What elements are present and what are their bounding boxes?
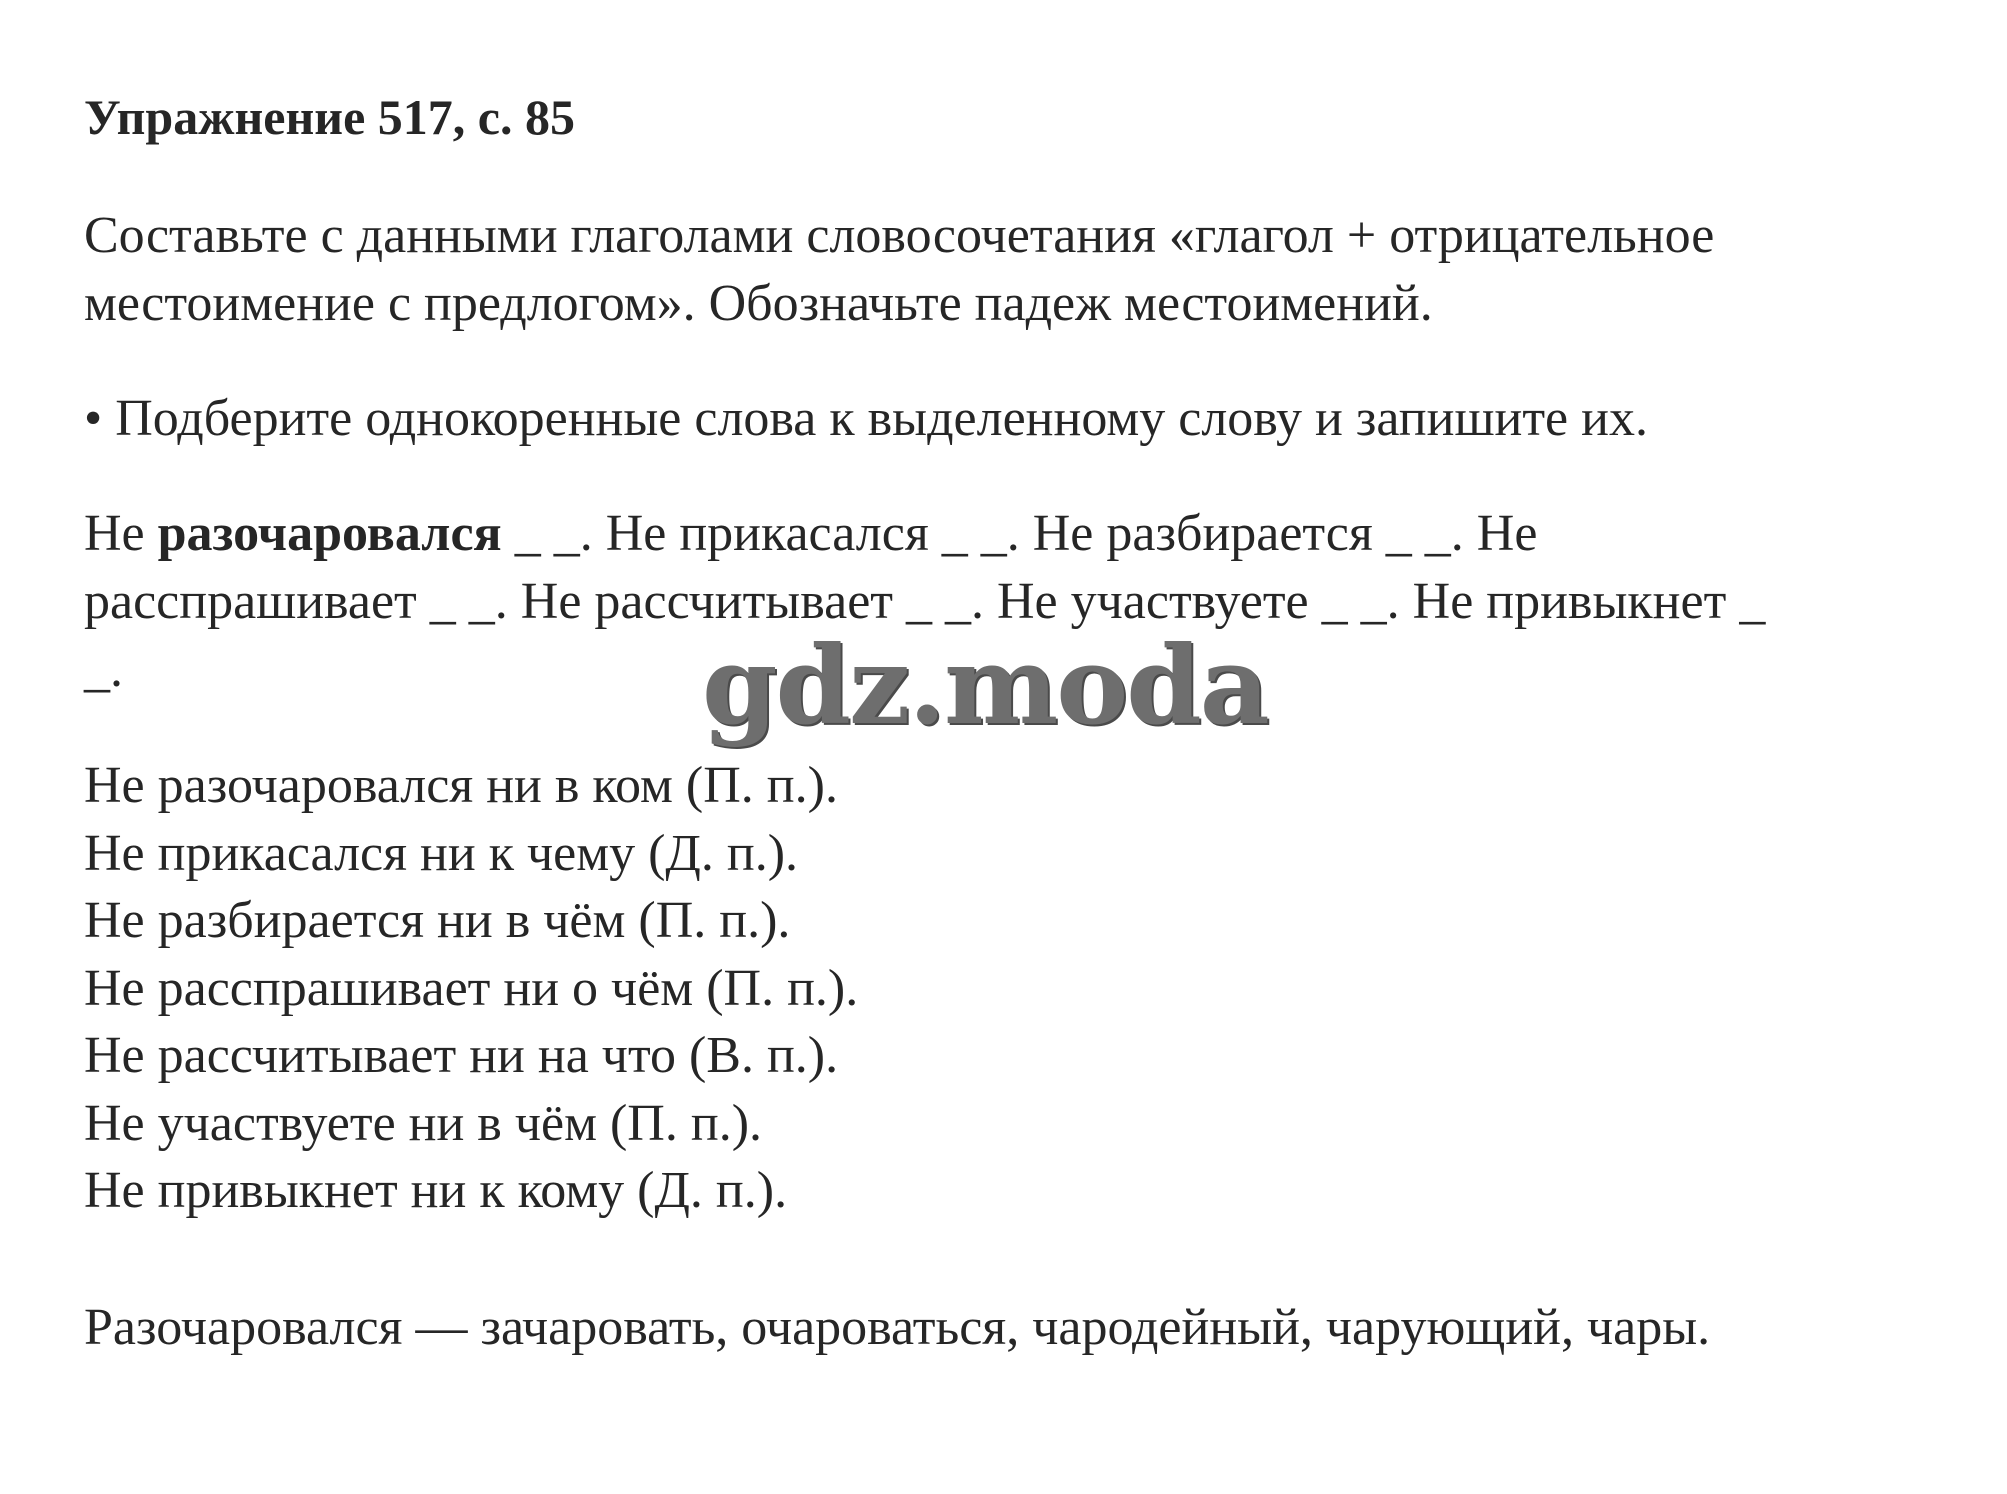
task-line-2: местоимение с предлогом». Обозначьте падеж местоимений. — [84, 275, 1433, 332]
cognates-line: Разочаровался — зачаровать, очароваться, чародейный, чарующий, чары. — [84, 1299, 1711, 1356]
task-line-1: Составьте с данными глаголами словосочетания «глагол + отрицательное — [84, 207, 1715, 264]
answer-line: Не разочаровался ни в ком (П. п.). — [84, 757, 838, 814]
exercise-ne: Не — [84, 505, 158, 562]
exercise-line-1 — [84, 505, 1538, 562]
answer-line: Не привыкнет ни к кому (Д. п.). — [84, 1162, 788, 1219]
answer-line: Не рассчитывает ни на что (В. п.). — [84, 1027, 839, 1084]
answer-line: Не разбирается ни в чём (П. п.). — [84, 892, 791, 949]
answer-line: Не участвуете ни в чём (П. п.). — [84, 1095, 763, 1152]
exercise-title: Упражнение 517, с. 85 — [84, 89, 575, 145]
exercise-line-1-rest: _ _. Не прикасался _ _. Не разбирается _ _. Не — [501, 505, 1538, 562]
highlighted-word: разочаровался — [157, 505, 502, 562]
bullet-instruction: • Подберите однокоренные слова к выделенному слову и запишите их. — [84, 390, 1648, 447]
answer-line: Не расспрашивает ни о чём (П. п.). — [84, 960, 859, 1017]
answer-line: Не прикасался ни к чему (Д. п.). — [84, 825, 799, 882]
exercise-line-2: расспрашивает _ _. Не рассчитывает _ _. Не участвуете _ _. Не привыкнет _ — [84, 573, 1766, 630]
watermark-logo: gdz.moda — [702, 623, 1268, 749]
exercise-line-3: _. — [84, 641, 123, 698]
